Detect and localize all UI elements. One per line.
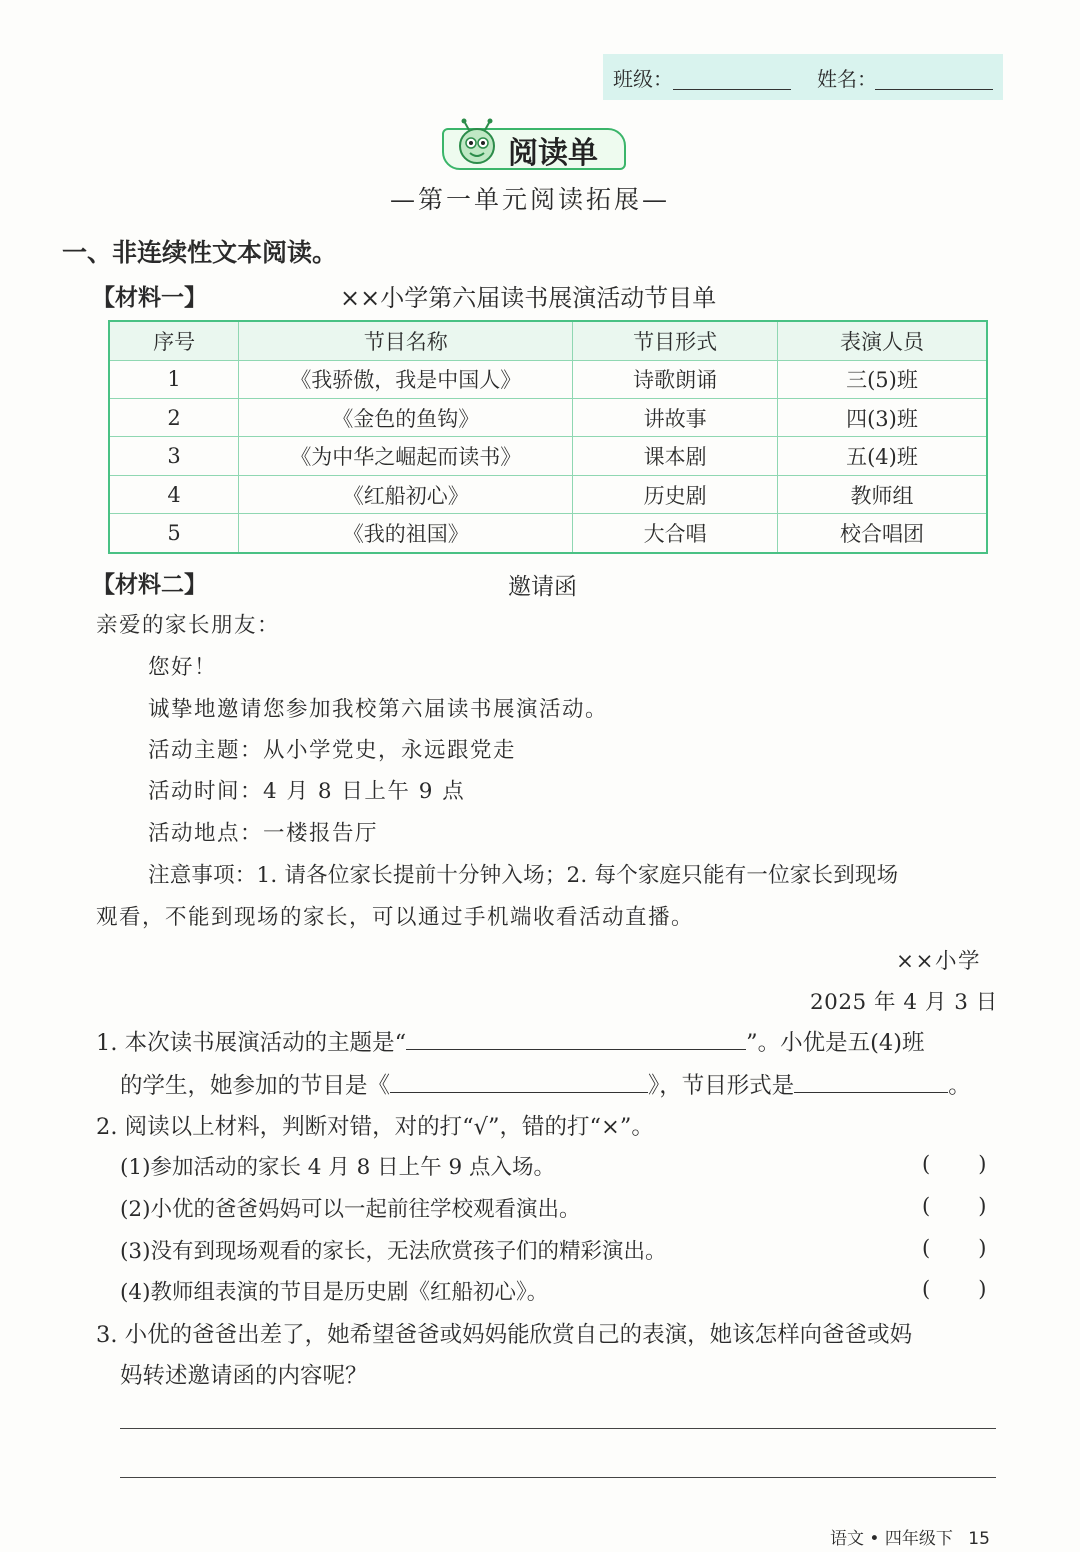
q2-item-2: (2)小优的爸爸妈妈可以一起前往学校观看演出。	[120, 1197, 581, 1222]
table-title: ××小学第六届读书展演活动节目单	[340, 284, 717, 312]
table-cell: 讲故事	[573, 399, 778, 437]
table-cell: 《我的祖国》	[239, 514, 573, 553]
letter-notes-line1: 注意事项：1. 请各位家长提前十分钟入场；2. 每个家庭只能有一位家长到现场	[148, 863, 899, 888]
question-2: 2. 阅读以上材料，判断对错，对的打“√”，错的打“×”。	[96, 1114, 654, 1140]
table-row	[109, 360, 987, 398]
table-cell: 诗歌朗诵	[573, 360, 778, 398]
table-cell: 四(3)班	[777, 399, 987, 437]
question-1-line1	[96, 1025, 925, 1057]
table-cell: 教师组	[777, 475, 987, 513]
letter-theme: 活动主题：从小学党史，永远跟党走	[148, 738, 517, 763]
table-cell: 2	[109, 399, 239, 437]
q1-program-blank[interactable]	[390, 1070, 648, 1093]
table-cell: 五(4)班	[777, 437, 987, 475]
q1-theme-blank[interactable]	[406, 1027, 746, 1050]
table-cell: 3	[109, 437, 239, 475]
material1-label: 【材料一】	[92, 285, 207, 311]
q1-text-a: 1. 本次读书展演活动的主题是“	[96, 1030, 407, 1056]
name-field[interactable]	[875, 89, 993, 90]
letter-greeting: 您好！	[148, 655, 218, 680]
table-cell: 5	[109, 514, 239, 553]
table-header: 表演人员	[777, 321, 987, 360]
letter-notes-line2: 观看，不能到现场的家长，可以通过手机端收看活动直播。	[96, 905, 695, 930]
q2-answer-4[interactable]: ()	[922, 1277, 1035, 1301]
q1-form-blank[interactable]	[794, 1070, 948, 1093]
q1-text-b: ”。小优是五(4)班	[746, 1030, 925, 1056]
question-3-line2: 妈转述邀请函的内容呢？	[120, 1363, 368, 1389]
table-cell: 《金色的鱼钩》	[239, 399, 573, 437]
letter-body: 诚挚地邀请您参加我校第六届读书展演活动。	[148, 697, 609, 722]
table-cell: 《我骄傲，我是中国人》	[239, 360, 573, 398]
table-cell: 历史剧	[573, 475, 778, 513]
letter-signature: ××小学	[896, 949, 982, 974]
answer-line-2[interactable]	[120, 1477, 996, 1478]
answer-line-1[interactable]	[120, 1428, 996, 1429]
program-table	[108, 320, 988, 554]
letter-salutation: 亲爱的家长朋友：	[96, 613, 281, 638]
class-field[interactable]	[673, 89, 791, 90]
table-header: 节目名称	[239, 321, 573, 360]
material2-label: 【材料二】	[92, 572, 207, 598]
letter-place: 活动地点：一楼报告厅	[148, 821, 379, 846]
mascot-icon	[450, 118, 504, 168]
class-label: 班级：	[613, 67, 673, 91]
q1-text-e: 。	[948, 1073, 971, 1099]
q2-item-4: (4)教师组表演的节目是历史剧《红船初心》。	[120, 1280, 549, 1305]
table-header: 节目形式	[573, 321, 778, 360]
letter-date: 2025 年 4 月 3 日	[810, 990, 998, 1015]
table-row	[109, 437, 987, 475]
table-cell: 《为中华之崛起而读书》	[239, 437, 573, 475]
page-subtitle: —第一单元阅读拓展—	[389, 185, 670, 214]
q2-answer-1[interactable]: ()	[922, 1152, 1035, 1176]
q1-text-d: 》，节目形式是	[648, 1073, 795, 1099]
student-info-box	[603, 54, 1003, 100]
question-1-line2	[120, 1068, 971, 1100]
table-cell: 4	[109, 475, 239, 513]
q2-item-1: (1)参加活动的家长 4 月 8 日上午 9 点入场。	[120, 1155, 555, 1180]
question-3-line1: 3. 小优的爸爸出差了，她希望爸爸或妈妈能欣赏自己的表演，她该怎样向爸爸或妈	[96, 1322, 913, 1348]
section-heading: 一、非连续性文本阅读。	[62, 238, 338, 267]
q2-item-3: (3)没有到现场观看的家长，无法欣赏孩子们的精彩演出。	[120, 1239, 667, 1264]
page-number: 15	[968, 1529, 990, 1549]
page-title: 阅读单	[508, 136, 598, 171]
table-cell: 校合唱团	[777, 514, 987, 553]
table-row	[109, 475, 987, 513]
page-footer	[830, 1524, 990, 1549]
q2-answer-2[interactable]: ()	[922, 1194, 1035, 1218]
table-cell: 1	[109, 360, 239, 398]
table-row	[109, 399, 987, 437]
letter-time: 活动时间：4 月 8 日上午 9 点	[148, 779, 466, 804]
table-cell: 课本剧	[573, 437, 778, 475]
q1-text-c: 的学生，她参加的节目是《	[120, 1073, 391, 1099]
table-cell: 大合唱	[573, 514, 778, 553]
footer-text: 语文 • 四年级下	[830, 1529, 953, 1549]
table-header-row	[109, 321, 987, 360]
q2-answer-3[interactable]: ()	[922, 1236, 1035, 1260]
name-label: 姓名：	[817, 67, 877, 91]
table-cell: 三(5)班	[777, 360, 987, 398]
table-cell: 《红船初心》	[239, 475, 573, 513]
table-header: 序号	[109, 321, 239, 360]
table-row	[109, 514, 987, 553]
letter-title: 邀请函	[508, 574, 577, 600]
title-badge	[436, 118, 626, 171]
